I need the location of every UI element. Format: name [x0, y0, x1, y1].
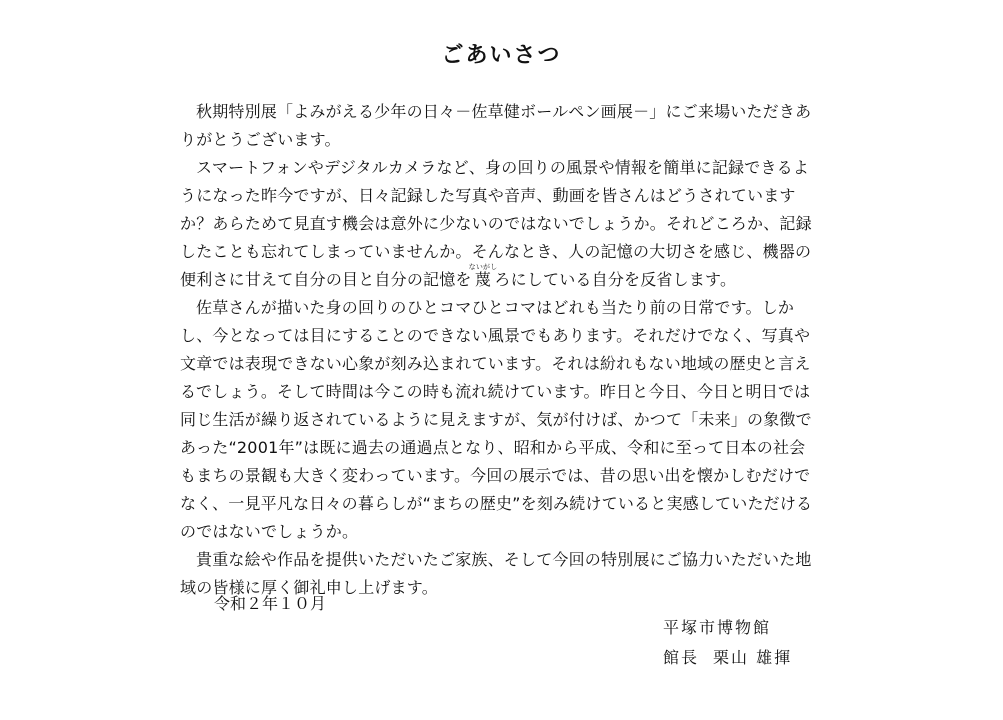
- signer-title: 館長: [663, 648, 700, 667]
- paragraph-2-text: スマートフォンやデジタルカメラなど、身の回りの風景や情報を簡単に記録できるようになった昨今ですが、日々記録した写真や音声、動画を皆さんはどうされていますか？あらためて見直す機会は意外に少ないのではないでしょうか。それどころか、記録したことも忘れてしまっていませんか。そんなとき、人の記憶の大切さを感じ、機器の便利さに: [180, 158, 812, 289]
- greeting-body: [180, 98, 820, 602]
- ruby-reading: ないがし: [468, 263, 498, 271]
- paragraph-2: [180, 154, 820, 294]
- signer-name: 栗山 雄揮: [713, 648, 793, 667]
- date-line: 令和２年１０月: [214, 594, 327, 613]
- signature-line: [663, 647, 792, 669]
- paragraph-4: 貴重な絵や作品を提供いただいたご家族、そして今回の特別展にご協力いただいた地域の皆様に厚く御礼申し上げます。: [180, 550, 812, 597]
- paragraph-2-tail-after: ろにしている自分を反省します。: [494, 270, 737, 289]
- ruby-word: [468, 263, 498, 289]
- organization-name: 平塚市博物館: [663, 618, 772, 637]
- page-title: ごあいさつ: [441, 43, 562, 68]
- paragraph-1: 秋期特別展「よみがえる少年の日々－佐草健ボールペン画展－」にご来場いただきありがとうございます。: [180, 102, 812, 149]
- paragraph-3: 佐草さんが描いた身の回りのひとコマひとコマはどれも当たり前の日常です。しかし、今となっては目にすることのできない風景でもあります。それだけでなく、写真や文章では表現できない心象が刻み込まれています。それは紛れもない地域の歴史と言えるでしょう。そして時間は今この時も流れ続けています。昨日と今日、今日と明日では同じ生活が繰り返されているように見えますが、気が付けば、かつて「未来」の象徴であった“2001年”は既に過去の通過点となり、昭和から平成、令和に至って日本の社会もまちの景観も大きく変わっています。今回の展示では、昔の思い出を懐かしむだけでなく、一見平凡な日々の暮らしが“まちの歴史”を刻み続けていると実感していただけるのではないでしょうか。: [180, 298, 813, 541]
- paragraph-2-tail-before: 甘えて自分の目と自分の記憶を: [244, 270, 472, 289]
- ruby-base: 蔑: [468, 270, 498, 289]
